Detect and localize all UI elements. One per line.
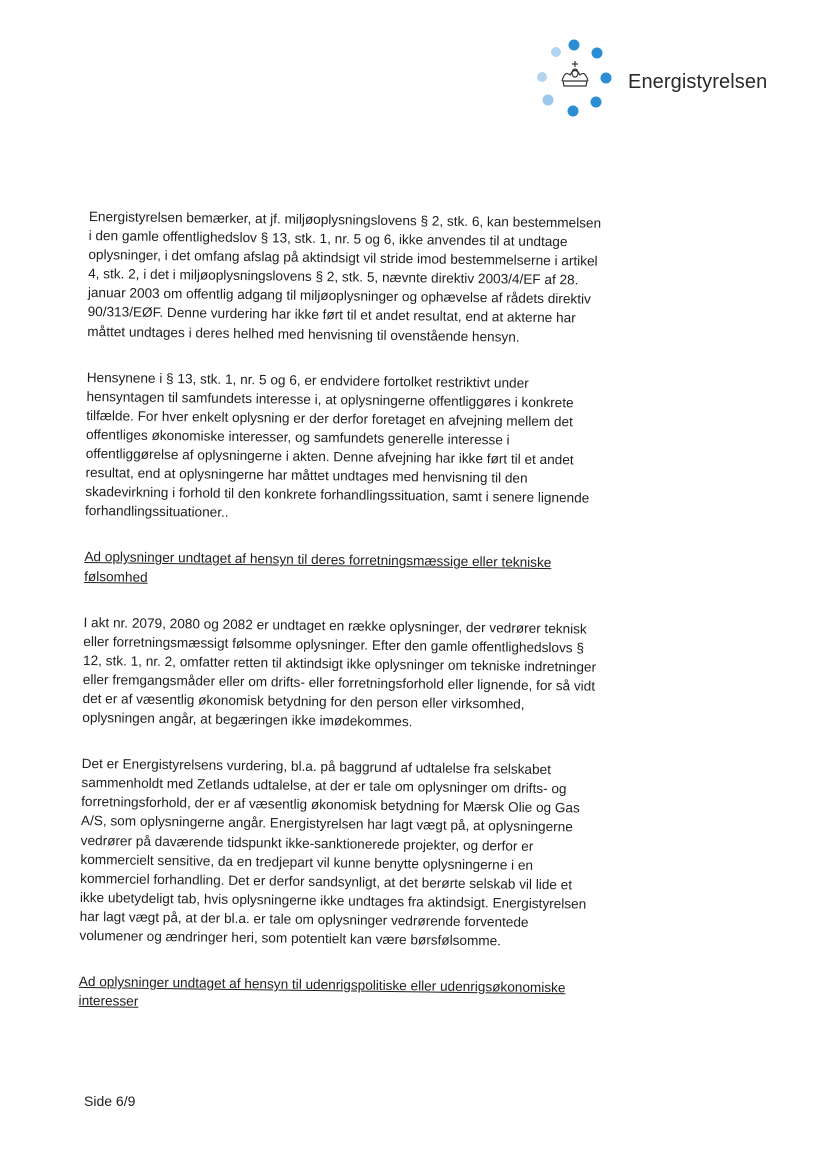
section-heading-1: Ad oplysninger undtaget af hensyn til deres forretningsmæssige eller tekniske følsomhed <box>84 549 552 585</box>
document-body <box>78 207 603 1017</box>
section-heading-2: Ad oplysninger undtaget af hensyn til udenrigspolitiske eller udenrigsøkonomiske interesser <box>78 974 566 1009</box>
logo-mark <box>532 36 622 120</box>
paragraph-1: Energistyrelsen bemærker, at jf. miljøoplysningslovens § 2, stk. 6, kan bestemmelsen i den gamle offentlighedslov § 13, stk. 1, nr. 5 og 6, ikke anvendes til at undtage oplysninger, i det omfang afslag på aktindsigt vil stride imod bestemmelserne i artikel 4, stk. 2, i det i miljøoplysningslovens § 2, stk. 5, nævnte direktiv 2003/4/EF af 28. januar 2003 om offentlig adgang til miljøoplysninger og ophævelse af rådets direktiv 90/313/EØF. Denne vurdering har ikke ført til et andet resultat, end at akterne har måttet undtages i deres helhed med henvisning til ovenstående hensyn. <box>87 208 602 345</box>
logo-dot <box>592 48 603 59</box>
logo-dot <box>537 72 547 82</box>
logo-dot <box>568 106 579 117</box>
paragraph-3: I akt nr. 2079, 2080 og 2082 er undtaget en række oplysninger, der vedrører teknisk eller forretningsmæssigt følsomme oplysninger. Efter den gamle offentlighedslovs § 12, stk. 1, nr. 2, omfatter retten til aktindsigt ikke oplysninger om tekniske indretninger eller fremgangsmåder eller om drifts- eller forretningsforhold eller lignende, for så vidt det er af væsentlig økonomisk betydning for den person eller virksomhed, oplysningen angår, at begæringen ikke imødekommes. <box>82 614 597 730</box>
crown-icon <box>562 61 588 86</box>
logo-dot <box>601 73 612 84</box>
logo-dot <box>551 47 561 57</box>
page-number: Side 6/9 <box>84 1093 136 1109</box>
logo-dot <box>569 40 580 51</box>
logo-dot <box>543 95 554 106</box>
paragraph-2: Hensynene i § 13, stk. 1, nr. 5 og 6, er endvidere fortolket restriktivt under hensyntagen til samfundets interesse i, at oplysningerne offentliggøres i konkrete tilfælde. For hver enkelt oplysning er der derfor foretaget en afvejning mellem det offentliges økonomiske interesser, og samfundets generelle interesse i offentliggørelse af oplysningerne i akten. Denne afvejning har ikke ført til et andet resultat, end at oplysningerne har måttet undtages med henvisning til den skadevirkning i forhold til den konkrete forhandlingssituation, samt i senere lignende forhandlingssituationer.. <box>84 369 590 521</box>
paragraph-4: Det er Energistyrelsens vurdering, bl.a. på baggrund af udtalelse fra selskabet sammenholdt med Zetlands udtalelse, at der er tale om oplysninger om drifts- og forretningsforhold, der er af væsentlig økonomisk betydning for Mærsk Olie og Gas A/S, som oplysningerne angår. Energistyrelsen har lagt vægt på, at oplysningerne vedrører på daværende tidspunkt ikke-sanktionerede projekter, og derfor er kommercielt sensitive, da en tredjepart vil kunne benytte oplysningerne i en kommerciel forhandling. Det er derfor sandsynligt, at det berørte selskab vil lide et ikke ubetydeligt tab, hvis oplysningerne ikke undtages fra aktindsigt. Energistyrelsen har lagt vægt på, at der bl.a. er tale om oplysninger vedrørende forventede volumener og ændringer heri, som potentielt kan være børsfølsomme. <box>79 756 587 949</box>
organization-name: Energistyrelsen <box>628 71 768 93</box>
logo-dot <box>591 97 602 108</box>
energistyrelsen-logo <box>532 36 772 120</box>
